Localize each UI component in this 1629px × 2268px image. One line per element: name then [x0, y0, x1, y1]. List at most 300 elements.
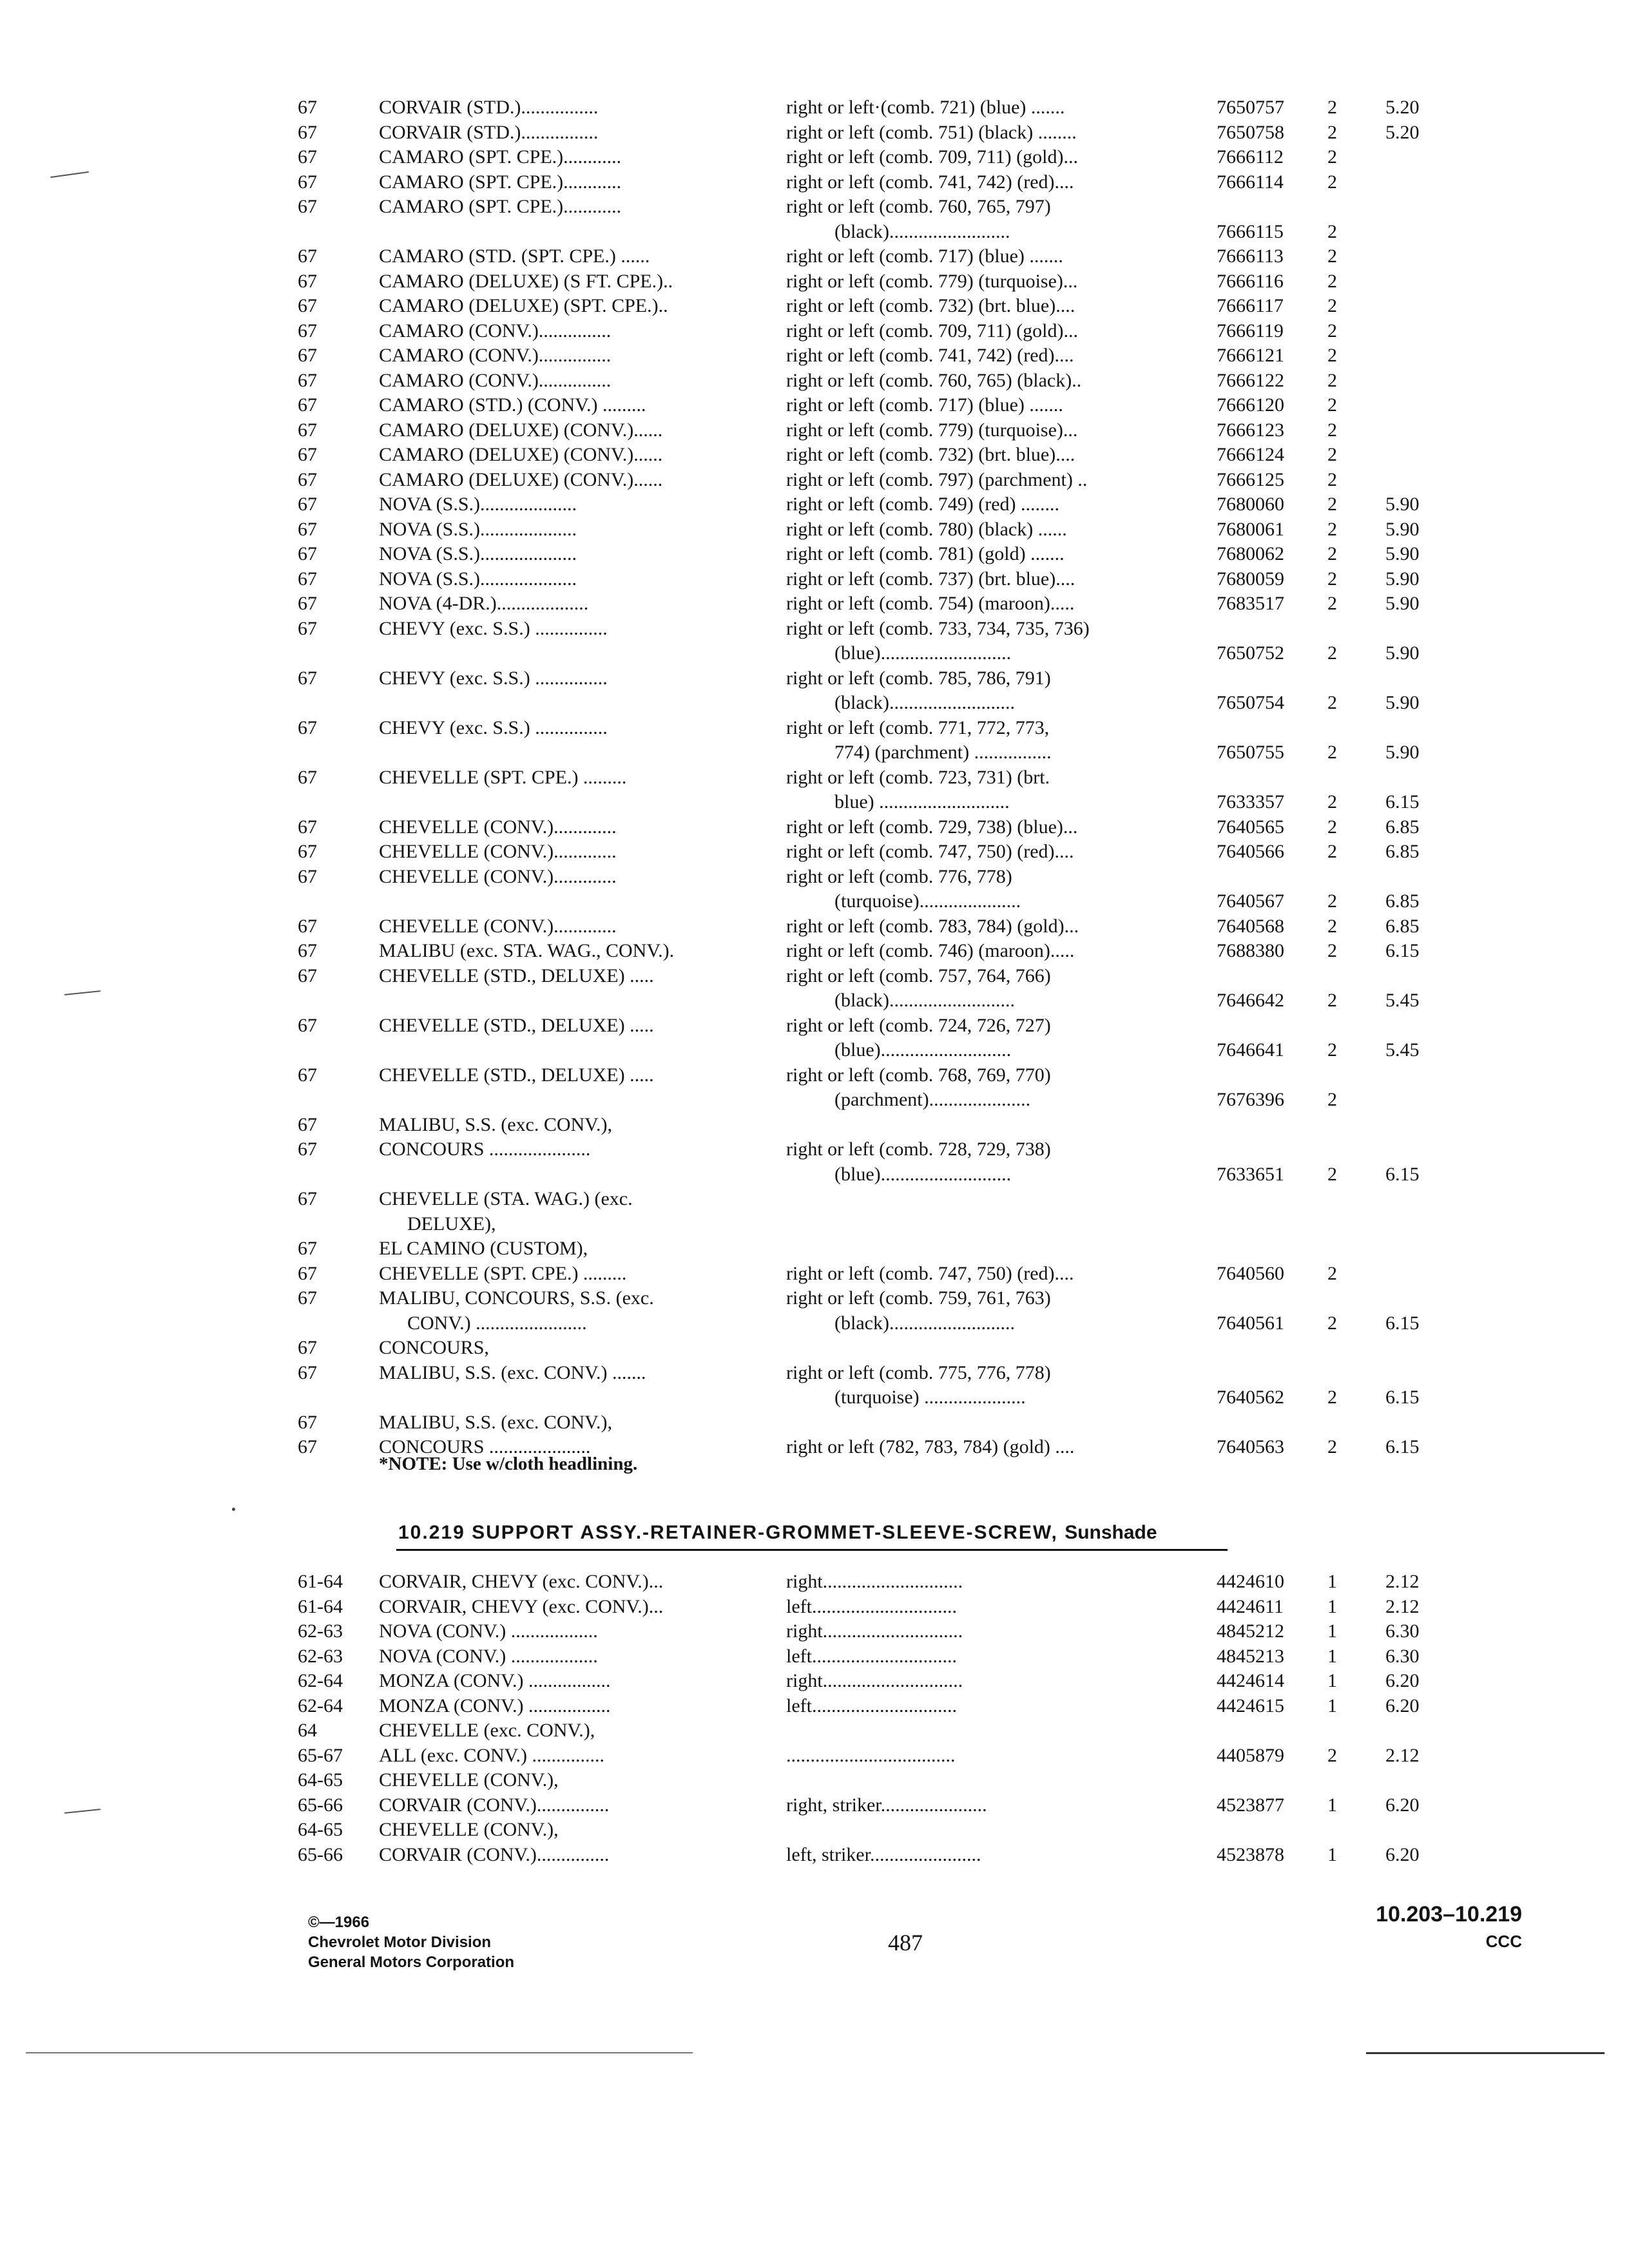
table-row — [0, 145, 1629, 170]
quantity-cell: 2 — [1327, 270, 1337, 292]
year-cell: 67 — [298, 171, 317, 193]
description-cell: right or left (782, 783, 784) (gold) .... — [786, 1436, 1075, 1457]
quantity-cell: 2 — [1327, 146, 1337, 168]
table-row — [0, 988, 1629, 1014]
table-row — [0, 1088, 1629, 1113]
description-cell: right or left (comb. 717) (blue) ....... — [786, 245, 1063, 267]
table-row — [0, 617, 1629, 642]
quantity-cell: 2 — [1327, 518, 1337, 540]
table-row — [0, 369, 1629, 394]
model-cell: CHEVY (exc. S.S.) ............... — [379, 667, 608, 689]
model-cell: CAMARO (DELUXE) (SPT. CPE.).. — [379, 295, 668, 316]
model-cell: CHEVY (exc. S.S.) ............... — [379, 716, 608, 738]
year-cell: 67 — [298, 965, 317, 986]
price-cell: 5.45 — [1385, 1039, 1420, 1061]
part-number-cell: 7683517 — [1217, 593, 1284, 614]
quantity-cell: 2 — [1327, 791, 1337, 812]
price-cell: 6.15 — [1385, 1436, 1420, 1457]
quantity-cell: 1 — [1327, 1794, 1337, 1816]
table-row — [0, 1361, 1629, 1386]
description-cell: right or left (comb. 724, 726, 727) — [786, 1014, 1051, 1036]
year-cell: 67 — [298, 394, 317, 416]
year-cell: 62-64 — [298, 1670, 343, 1691]
model-cell: CAMARO (CONV.)............... — [379, 320, 612, 341]
quantity-cell: 2 — [1327, 940, 1337, 961]
price-cell: 5.90 — [1385, 568, 1420, 590]
year-cell: 67 — [298, 816, 317, 838]
table-row — [0, 195, 1629, 220]
part-number-cell: 7650757 — [1217, 97, 1284, 118]
year-cell: 65-66 — [298, 1843, 343, 1865]
model-cell: MALIBU, CONCOURS, S.S. (exc. — [379, 1287, 654, 1309]
year-cell: 67 — [298, 270, 317, 292]
quantity-cell: 2 — [1327, 1387, 1337, 1408]
quantity-cell: 1 — [1327, 1843, 1337, 1865]
part-number-cell: 4845212 — [1217, 1620, 1284, 1642]
year-cell: 67 — [298, 568, 317, 590]
description-cont-cell: (blue)........................... — [834, 642, 1012, 664]
model-cell: CHEVELLE (SPT. CPE.) ......... — [379, 766, 627, 788]
year-cell: 67 — [298, 667, 317, 689]
part-number-cell: 4523877 — [1217, 1794, 1284, 1816]
table-row — [0, 716, 1629, 741]
description-cell: right or left (comb. 747, 750) (red).... — [786, 841, 1074, 862]
model-cell: CHEVELLE (CONV.), — [379, 1769, 559, 1791]
year-cell: 67 — [298, 444, 317, 465]
model-cell: CAMARO (DELUXE) (CONV.)...... — [379, 444, 663, 465]
model-cell: CAMARO (STD.) (CONV.) ......... — [379, 394, 646, 416]
part-number-cell: 7640561 — [1217, 1312, 1284, 1334]
year-cell: 67 — [298, 1139, 317, 1160]
model-cell: CORVAIR (STD.)................ — [379, 121, 599, 143]
model-cell: CORVAIR (CONV.)............... — [379, 1794, 610, 1816]
description-cell: right or left (comb. 759, 761, 763) — [786, 1287, 1051, 1309]
description-cont-cell: (black).......................... — [834, 692, 1015, 713]
model-cell: CHEVELLE (STD., DELUXE) ..... — [379, 1014, 654, 1036]
quantity-cell: 2 — [1327, 245, 1337, 267]
price-cell: 2.12 — [1385, 1595, 1420, 1617]
quantity-cell: 2 — [1327, 394, 1337, 416]
table-row — [0, 542, 1629, 567]
model-cell: CORVAIR (CONV.)............... — [379, 1843, 610, 1865]
price-cell: 5.90 — [1385, 494, 1420, 515]
part-number-cell: 7640563 — [1217, 1436, 1284, 1457]
year-cell: 67 — [298, 494, 317, 515]
footer-section-range: 10.203–10.219 — [1376, 1902, 1522, 1927]
table-row — [0, 1669, 1629, 1694]
part-number-cell: 7680061 — [1217, 518, 1284, 540]
part-number-cell: 7633357 — [1217, 791, 1284, 812]
year-cell: 65-67 — [298, 1744, 343, 1766]
quantity-cell: 2 — [1327, 1262, 1337, 1284]
table-row — [0, 294, 1629, 319]
price-cell: 6.15 — [1385, 1163, 1420, 1185]
year-cell: 61-64 — [298, 1571, 343, 1592]
part-number-cell: 7650755 — [1217, 742, 1284, 763]
description-cell: left.............................. — [786, 1695, 957, 1716]
parts-table-top — [0, 95, 1629, 1460]
part-number-cell: 7640560 — [1217, 1262, 1284, 1284]
description-cell: right or left (comb. 751) (black) ........ — [786, 121, 1077, 143]
scan-rule-left — [26, 2052, 693, 2053]
price-cell: 6.20 — [1385, 1843, 1420, 1865]
year-cell: 67 — [298, 1436, 317, 1457]
quantity-cell: 2 — [1327, 692, 1337, 713]
table-row — [0, 1336, 1629, 1361]
price-cell: 5.45 — [1385, 990, 1420, 1011]
quantity-cell: 2 — [1327, 468, 1337, 490]
description-cell: right or left (comb. 785, 786, 791) — [786, 667, 1051, 689]
description-cont-cell: (blue)........................... — [834, 1163, 1012, 1185]
year-cell: 67 — [298, 196, 317, 217]
description-cont-cell: (blue)........................... — [834, 1039, 1012, 1061]
table-row — [0, 1818, 1629, 1843]
table-row — [0, 1619, 1629, 1644]
scan-rule-right — [1366, 2052, 1605, 2054]
table-row — [0, 840, 1629, 865]
quantity-cell: 1 — [1327, 1595, 1337, 1617]
model-cell: CHEVELLE (CONV.), — [379, 1819, 559, 1840]
year-cell: 61-64 — [298, 1595, 343, 1617]
year-cell: 67 — [298, 915, 317, 937]
year-cell: 67 — [298, 468, 317, 490]
description-cell: right or left (comb. 728, 729, 738) — [786, 1139, 1051, 1160]
table-row — [0, 765, 1629, 791]
quantity-cell: 2 — [1327, 1163, 1337, 1185]
year-cell: 67 — [298, 593, 317, 614]
model-cell: CAMARO (SPT. CPE.)............ — [379, 146, 622, 168]
table-row — [0, 591, 1629, 617]
table-row — [0, 95, 1629, 120]
description-cell: right or left (comb. 779) (turquoise)... — [786, 419, 1078, 441]
model-cell: CAMARO (STD. (SPT. CPE.) ...... — [379, 245, 650, 267]
table-row — [0, 1694, 1629, 1719]
year-cell: 67 — [298, 345, 317, 366]
table-row — [0, 418, 1629, 443]
year-cell: 62-64 — [298, 1695, 343, 1716]
table-row — [0, 889, 1629, 914]
year-cell: 67 — [298, 1188, 317, 1209]
table-row — [0, 1768, 1629, 1793]
description-cont-cell: (parchment)..................... — [834, 1089, 1031, 1110]
table-row — [0, 1570, 1629, 1595]
description-cell: left.............................. — [786, 1645, 957, 1667]
price-cell: 6.85 — [1385, 915, 1420, 937]
model-cell: CONCOURS ..................... — [379, 1139, 591, 1160]
model-cell: CAMARO (SPT. CPE.)............ — [379, 171, 622, 193]
model-cell: CORVAIR (STD.)................ — [379, 97, 599, 118]
price-cell: 5.90 — [1385, 543, 1420, 564]
year-cell: 67 — [298, 1238, 317, 1259]
quantity-cell: 1 — [1327, 1670, 1337, 1691]
model-cell: CONCOURS ..................... — [379, 1436, 591, 1457]
model-cell: NOVA (S.S.).................... — [379, 543, 577, 564]
table-row — [0, 567, 1629, 592]
description-cell: right or left (comb. 709, 711) (gold)... — [786, 320, 1078, 341]
price-cell: 5.20 — [1385, 121, 1420, 143]
description-cell: right or left (comb. 783, 784) (gold)... — [786, 915, 1079, 937]
table-row — [0, 1595, 1629, 1620]
year-cell: 67 — [298, 1064, 317, 1086]
description-cell: right or left (comb. 709, 711) (gold)... — [786, 146, 1078, 168]
price-cell: 6.20 — [1385, 1695, 1420, 1716]
price-cell: 6.15 — [1385, 1312, 1420, 1334]
quantity-cell: 2 — [1327, 742, 1337, 763]
part-number-cell: 4405879 — [1217, 1744, 1284, 1766]
quantity-cell: 2 — [1327, 915, 1337, 937]
description-cell: right or left (comb. 737) (brt. blue).... — [786, 568, 1075, 590]
part-number-cell: 7666120 — [1217, 394, 1284, 416]
part-number-cell: 4424615 — [1217, 1695, 1284, 1716]
year-cell: 67 — [298, 1113, 317, 1135]
model-cell: ALL (exc. CONV.) ............... — [379, 1744, 604, 1766]
model-cell: MONZA (CONV.) ................. — [379, 1670, 611, 1691]
quantity-cell: 2 — [1327, 121, 1337, 143]
table-row — [0, 641, 1629, 666]
part-number-cell: 7640568 — [1217, 915, 1284, 937]
description-cell: right or left (comb. 746) (maroon)..... — [786, 940, 1075, 961]
model-cell: CHEVELLE (STA. WAG.) (exc. — [379, 1188, 633, 1209]
price-cell: 5.20 — [1385, 97, 1420, 118]
description-cont-cell: (turquoise) ..................... — [834, 1387, 1026, 1408]
description-cell: right or left (comb. 768, 769, 770) — [786, 1064, 1051, 1086]
part-number-cell: 7666119 — [1217, 320, 1284, 341]
description-cont-cell: (black).......................... — [834, 1312, 1015, 1334]
part-number-cell: 7680062 — [1217, 543, 1284, 564]
section-rule — [396, 1549, 1228, 1551]
price-cell: 6.85 — [1385, 816, 1420, 838]
description-cell: right or left (comb. 776, 778) — [786, 865, 1012, 887]
table-row — [0, 319, 1629, 344]
model-cell: NOVA (CONV.) .................. — [379, 1620, 598, 1642]
parts-table-bottom — [0, 1570, 1629, 1867]
footer-code: CCC — [1485, 1932, 1522, 1951]
quantity-cell: 2 — [1327, 494, 1337, 515]
year-cell: 67 — [298, 617, 317, 639]
quantity-cell: 2 — [1327, 841, 1337, 862]
description-cont-cell: (black).......................... — [834, 990, 1015, 1011]
model-cell: CHEVELLE (CONV.)............. — [379, 841, 617, 862]
part-number-cell: 4424614 — [1217, 1670, 1284, 1691]
quantity-cell: 2 — [1327, 97, 1337, 118]
model-cell: MONZA (CONV.) ................. — [379, 1695, 611, 1716]
table-row — [0, 1435, 1629, 1460]
model-cell: CAMARO (SPT. CPE.)............ — [379, 196, 622, 217]
model-cell: CAMARO (DELUXE) (CONV.)...... — [379, 419, 663, 441]
model-cell: NOVA (S.S.).................... — [379, 494, 577, 515]
table-row — [0, 343, 1629, 369]
table-row — [0, 443, 1629, 468]
year-cell: 67 — [298, 1361, 317, 1383]
year-cell: 67 — [298, 121, 317, 143]
description-cell: right or left·(comb. 721) (blue) ....... — [786, 97, 1065, 118]
part-number-cell: 7666116 — [1217, 270, 1284, 292]
model-cell: NOVA (CONV.) .................. — [379, 1645, 598, 1667]
part-number-cell: 7666112 — [1217, 146, 1284, 168]
year-cell: 67 — [298, 295, 317, 316]
table-row — [0, 1262, 1629, 1287]
quantity-cell: 2 — [1327, 1744, 1337, 1766]
page-number: 487 — [888, 1930, 923, 1956]
year-cell: 64 — [298, 1720, 317, 1741]
year-cell: 67 — [298, 1262, 317, 1284]
part-number-cell: 7680059 — [1217, 568, 1284, 590]
part-number-cell: 7666124 — [1217, 444, 1284, 465]
quantity-cell: 1 — [1327, 1620, 1337, 1642]
part-number-cell: 7666113 — [1217, 245, 1284, 267]
year-cell: 67 — [298, 1411, 317, 1433]
model-cell: CORVAIR, CHEVY (exc. CONV.)... — [379, 1595, 664, 1617]
year-cell: 67 — [298, 940, 317, 961]
footer-corporation: General Motors Corporation — [308, 1954, 515, 1971]
table-row — [0, 1410, 1629, 1436]
description-cell: right or left (comb. 733, 734, 735, 736) — [786, 617, 1090, 639]
table-row — [0, 269, 1629, 294]
quantity-cell: 2 — [1327, 1312, 1337, 1334]
table-row — [0, 1187, 1629, 1212]
description-cell: right or left (comb. 781) (gold) ....... — [786, 543, 1065, 564]
description-cell: right or left (comb. 775, 776, 778) — [786, 1361, 1051, 1383]
quantity-cell: 2 — [1327, 990, 1337, 1011]
year-cell: 67 — [298, 97, 317, 118]
year-cell: 62-63 — [298, 1645, 343, 1667]
part-number-cell: 4523878 — [1217, 1843, 1284, 1865]
quantity-cell: 2 — [1327, 369, 1337, 391]
table-row — [0, 1843, 1629, 1868]
table-row — [0, 939, 1629, 964]
model-cell: MALIBU, S.S. (exc. CONV.) ....... — [379, 1361, 646, 1383]
quantity-cell: 2 — [1327, 1089, 1337, 1110]
table-row — [0, 1162, 1629, 1187]
model-cell: CHEVELLE (STD., DELUXE) ..... — [379, 965, 654, 986]
description-cell: right............................. — [786, 1571, 963, 1592]
table-row — [0, 170, 1629, 195]
quantity-cell: 2 — [1327, 890, 1337, 912]
description-cell: right or left (comb. 717) (blue) ....... — [786, 394, 1063, 416]
model-cell: CHEVELLE (SPT. CPE.) ......... — [379, 1262, 627, 1284]
description-cell: left.............................. — [786, 1595, 957, 1617]
year-cell: 67 — [298, 543, 317, 564]
year-cell: 67 — [298, 369, 317, 391]
table-row — [0, 1644, 1629, 1669]
model-cell: CAMARO (CONV.)............... — [379, 369, 612, 391]
year-cell: 67 — [298, 865, 317, 887]
year-cell: 62-63 — [298, 1620, 343, 1642]
model-cell: NOVA (4-DR.)................... — [379, 593, 589, 614]
quantity-cell: 2 — [1327, 345, 1337, 366]
part-number-cell: 7666123 — [1217, 419, 1284, 441]
part-number-cell: 7666121 — [1217, 345, 1284, 366]
quantity-cell: 2 — [1327, 593, 1337, 614]
description-cell: right or left (comb. 757, 764, 766) — [786, 965, 1051, 986]
model-cont-cell: DELUXE), — [407, 1213, 496, 1235]
year-cell: 67 — [298, 766, 317, 788]
price-cell: 2.12 — [1385, 1744, 1420, 1766]
year-cell: 67 — [298, 518, 317, 540]
description-cell: left, striker....................... — [786, 1843, 981, 1865]
description-cell: right or left (comb. 741, 742) (red).... — [786, 171, 1074, 193]
year-cell: 65-66 — [298, 1794, 343, 1816]
year-cell: 64-65 — [298, 1819, 343, 1840]
price-cell: 6.30 — [1385, 1645, 1420, 1667]
price-cell: 6.30 — [1385, 1620, 1420, 1642]
model-cell: CHEVY (exc. S.S.) ............... — [379, 617, 608, 639]
year-cell: 67 — [298, 1014, 317, 1036]
model-cell: CORVAIR, CHEVY (exc. CONV.)... — [379, 1571, 664, 1592]
quantity-cell: 1 — [1327, 1571, 1337, 1592]
year-cell: 67 — [298, 1337, 317, 1358]
table-row — [0, 666, 1629, 691]
year-cell: 64-65 — [298, 1769, 343, 1791]
footer-publisher — [308, 1912, 514, 1972]
price-cell: 6.85 — [1385, 890, 1420, 912]
model-cell: EL CAMINO (CUSTOM), — [379, 1238, 588, 1259]
price-cell: 6.15 — [1385, 791, 1420, 812]
model-cell: CHEVELLE (CONV.)............. — [379, 865, 617, 887]
part-number-cell: 7688380 — [1217, 940, 1284, 961]
model-cont-cell: CONV.) ....................... — [407, 1312, 587, 1334]
model-cell: NOVA (S.S.).................... — [379, 568, 577, 590]
model-cell: CHEVELLE (CONV.)............. — [379, 816, 617, 838]
quantity-cell: 2 — [1327, 320, 1337, 341]
description-cell: right or left (comb. 732) (brt. blue).... — [786, 444, 1075, 465]
quantity-cell: 1 — [1327, 1695, 1337, 1716]
price-cell: 6.20 — [1385, 1794, 1420, 1816]
price-cell: 5.90 — [1385, 742, 1420, 763]
year-cell: 67 — [298, 841, 317, 862]
table-row — [0, 1718, 1629, 1744]
table-row — [0, 1236, 1629, 1262]
table-row — [0, 1744, 1629, 1769]
quantity-cell: 2 — [1327, 220, 1337, 242]
part-number-cell: 7650752 — [1217, 642, 1284, 664]
description-cell: right or left (comb. 760, 765, 797) — [786, 196, 1051, 217]
part-number-cell: 4845213 — [1217, 1645, 1284, 1667]
model-cell: CAMARO (DELUXE) (S FT. CPE.).. — [379, 270, 673, 292]
description-cell: right or left (comb. 732) (brt. blue).... — [786, 295, 1075, 316]
table-row — [0, 492, 1629, 517]
description-cell: right or left (comb. 771, 772, 773, — [786, 716, 1050, 738]
part-number-cell: 4424610 — [1217, 1571, 1284, 1592]
section-title: SUPPORT ASSY.-RETAINER-GROMMET-SLEEVE-SCREW, — [472, 1522, 1058, 1543]
table-row — [0, 1137, 1629, 1162]
model-cell: NOVA (S.S.).................... — [379, 518, 577, 540]
model-cell: MALIBU, S.S. (exc. CONV.), — [379, 1113, 612, 1135]
table-row — [0, 468, 1629, 493]
section-number: 10.219 — [398, 1522, 465, 1543]
part-number-cell: 7650754 — [1217, 692, 1284, 713]
description-cell: right or left (comb. 749) (red) ........ — [786, 494, 1060, 515]
table-row — [0, 914, 1629, 939]
model-cell: CHEVELLE (exc. CONV.), — [379, 1720, 595, 1741]
quantity-cell: 1 — [1327, 1645, 1337, 1667]
part-number-cell: 7646642 — [1217, 990, 1284, 1011]
part-number-cell: 7646641 — [1217, 1039, 1284, 1061]
table-row — [0, 1113, 1629, 1138]
scan-dot — [232, 1508, 235, 1511]
table-row — [0, 220, 1629, 245]
description-cell: right or left (comb. 754) (maroon)..... — [786, 593, 1075, 614]
description-cell: ................................... — [786, 1744, 956, 1766]
quantity-cell: 2 — [1327, 816, 1337, 838]
section-subtitle: Sunshade — [1065, 1522, 1157, 1543]
table-row — [0, 244, 1629, 269]
description-cell: right or left (comb. 741, 742) (red).... — [786, 345, 1074, 366]
price-cell: 6.15 — [1385, 1387, 1420, 1408]
description-cont-cell: blue) ........................... — [834, 791, 1010, 812]
price-cell: 6.20 — [1385, 1670, 1420, 1691]
price-cell: 5.90 — [1385, 642, 1420, 664]
